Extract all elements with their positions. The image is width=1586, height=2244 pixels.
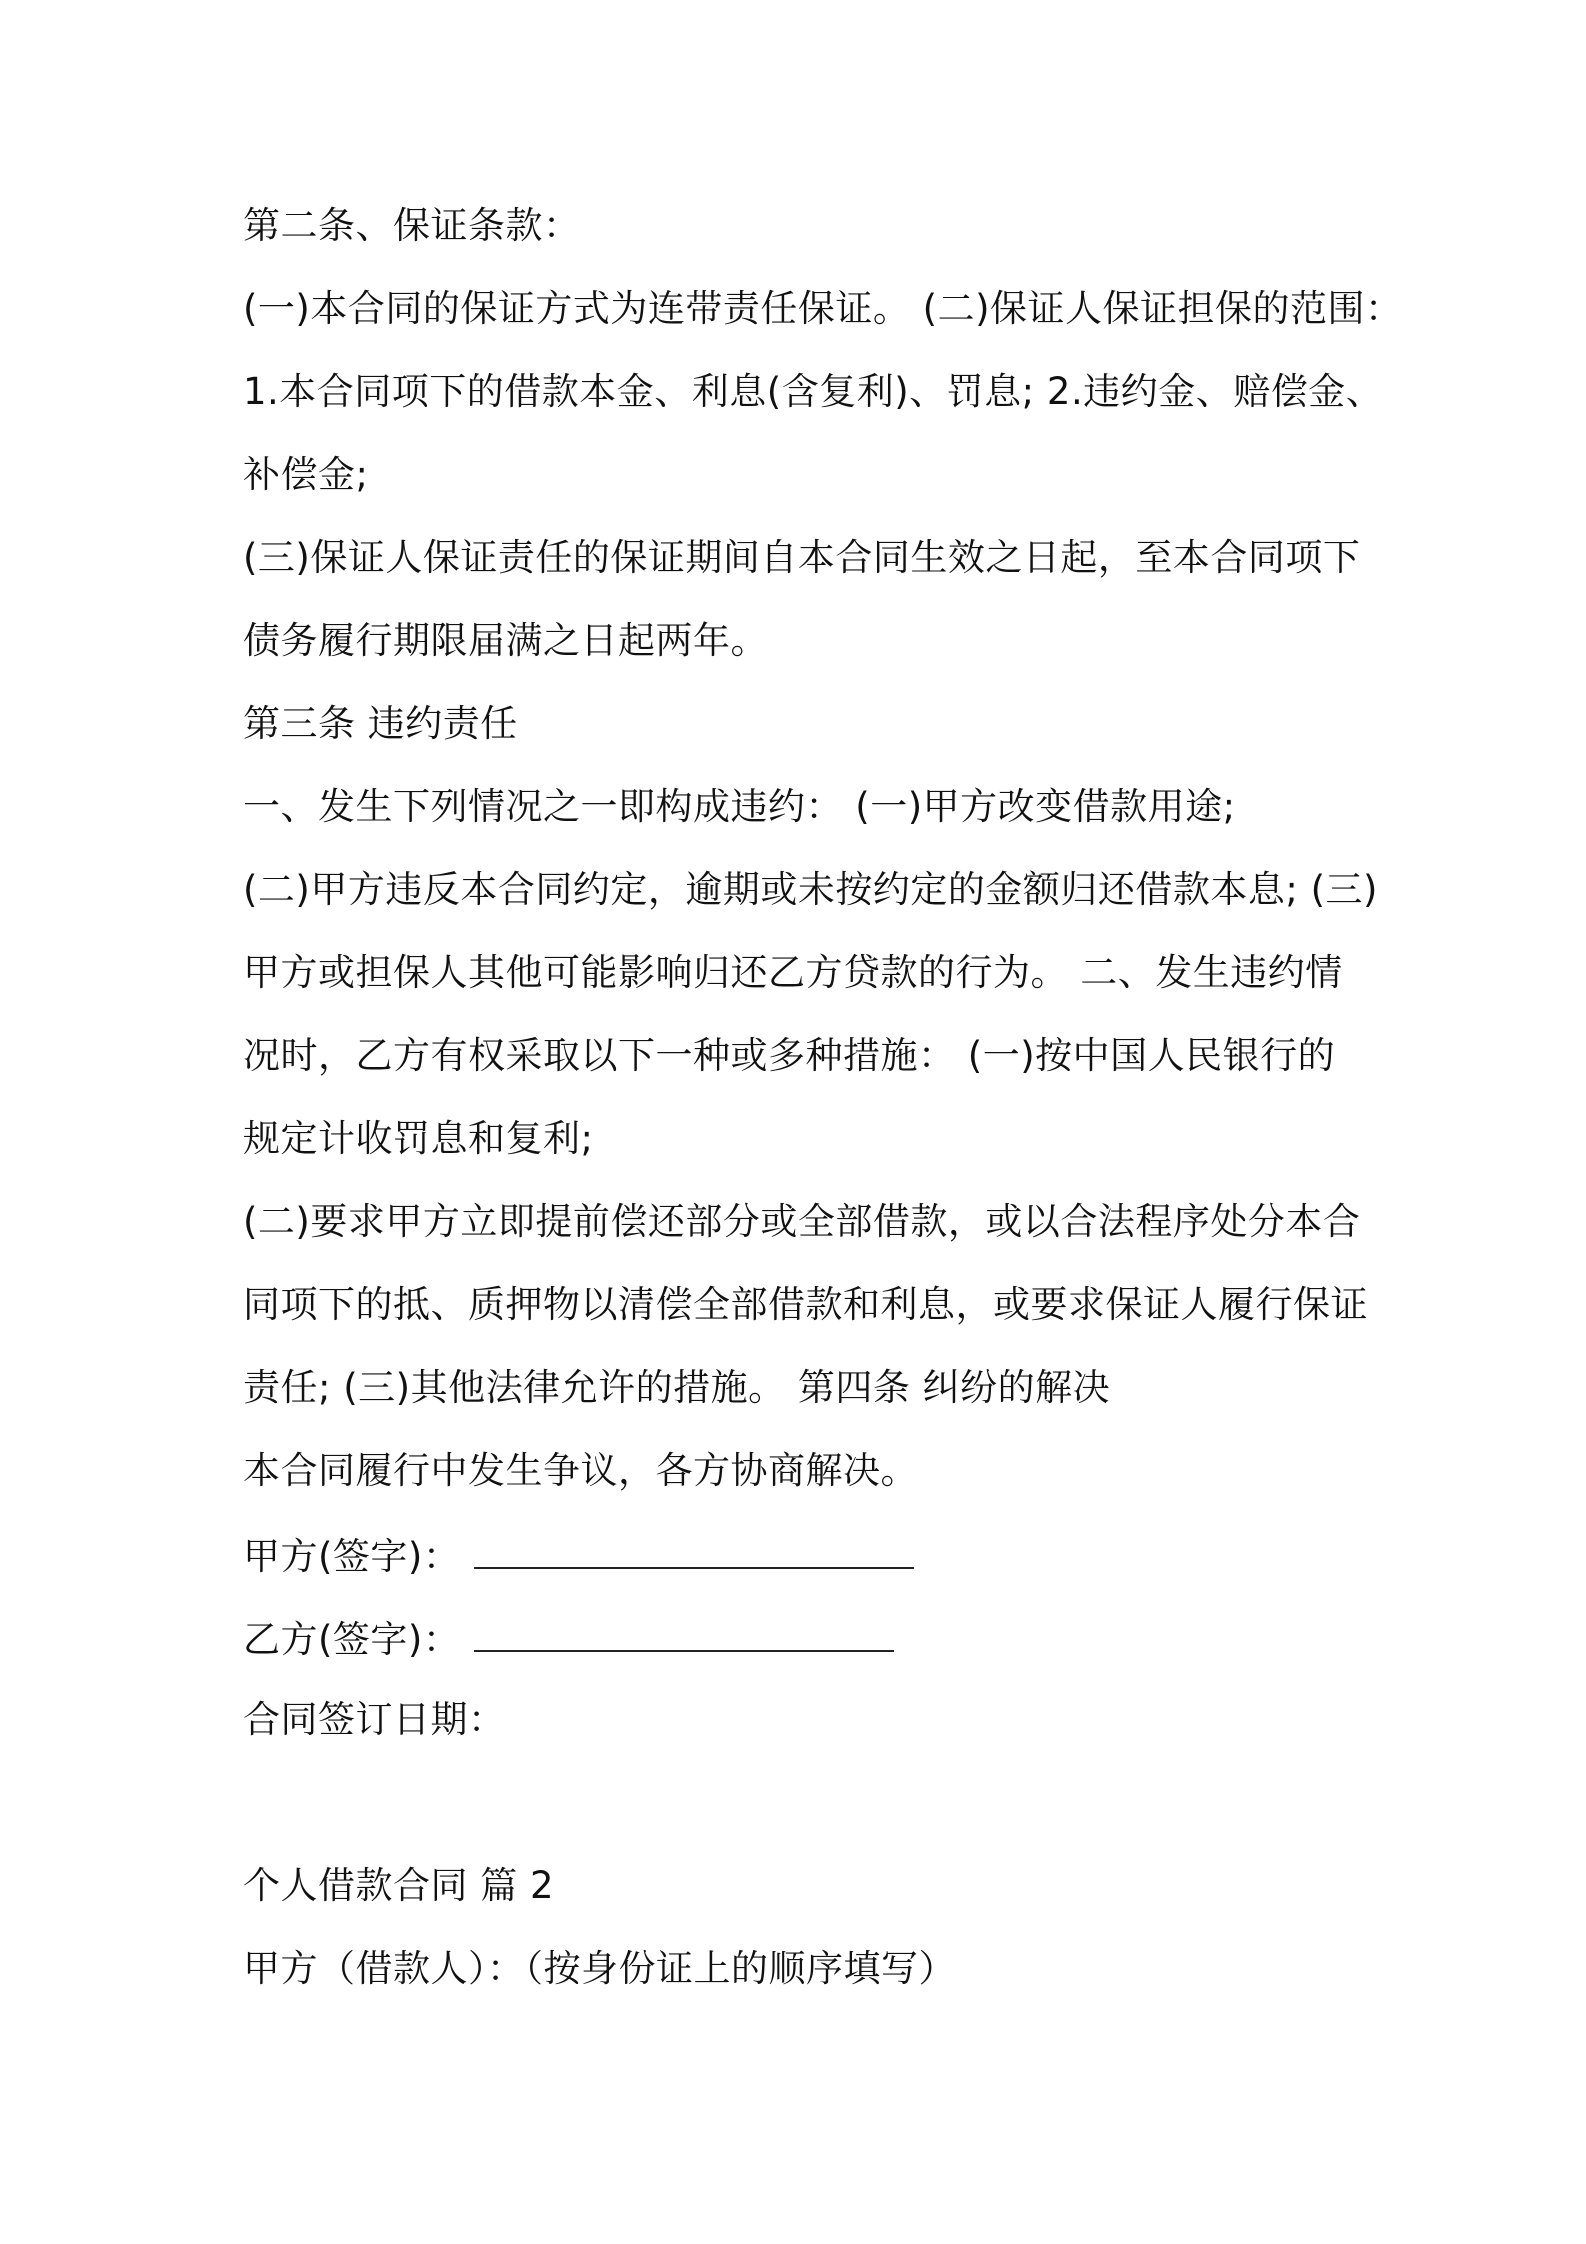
section-2-party-a: 甲方（借款人）：（按身份证上的顺序填写）	[243, 1947, 956, 1990]
paragraph-line: (二)甲方违反本合同约定，逾期或未按约定的金额归还借款本息; (三)	[243, 868, 1378, 911]
section-2-title: 个人借款合同 篇 2	[243, 1864, 555, 1907]
clause-3-heading: 第三条 违约责任	[243, 702, 518, 745]
paragraph-line: 一、发生下列情况之一即构成违约： (一)甲方改变借款用途;	[243, 785, 1236, 828]
signature-b-label: 乙方(签字)：	[243, 1618, 461, 1661]
paragraph-line: 责任; (三)其他法律允许的措施。 第四条 纠纷的解决	[243, 1366, 1111, 1409]
paragraph-line: 债务履行期限届满之日起两年。	[243, 619, 768, 662]
paragraph-line: (三)保证人保证责任的保证期间自本合同生效之日起，至本合同项下	[243, 536, 1361, 579]
signature-a-row	[243, 1531, 1393, 1580]
paragraph-line: 规定计收罚息和复利;	[243, 1117, 594, 1160]
paragraph-line: 况时，乙方有权采取以下一种或多种措施： (一)按中国人民银行的	[243, 1034, 1336, 1077]
paragraph-line: (一)本合同的保证方式为连带责任保证。 (二)保证人保证担保的范围：	[243, 287, 1403, 330]
signature-a-label: 甲方(签字)：	[243, 1535, 461, 1578]
signature-a-line	[474, 1531, 914, 1569]
paragraph-line: (二)要求甲方立即提前偿还部分或全部借款，或以合法程序处分本合	[243, 1200, 1361, 1243]
contract-date-label: 合同签订日期：	[243, 1698, 506, 1741]
paragraph-line: 甲方或担保人其他可能影响归还乙方贷款的行为。 二、发生违约情	[243, 951, 1343, 994]
paragraph-line: 补偿金;	[243, 453, 369, 496]
signature-b-row	[243, 1614, 1393, 1663]
clause-2-heading: 第二条、保证条款：	[243, 204, 581, 247]
signature-b-line	[474, 1614, 894, 1652]
paragraph-line: 同项下的抵、质押物以清偿全部借款和利息，或要求保证人履行保证	[243, 1283, 1368, 1326]
paragraph-line: 本合同履行中发生争议，各方协商解决。	[243, 1449, 918, 1492]
paragraph-line: 1.本合同项下的借款本金、利息(含复利)、罚息; 2.违约金、赔偿金、	[243, 370, 1384, 413]
